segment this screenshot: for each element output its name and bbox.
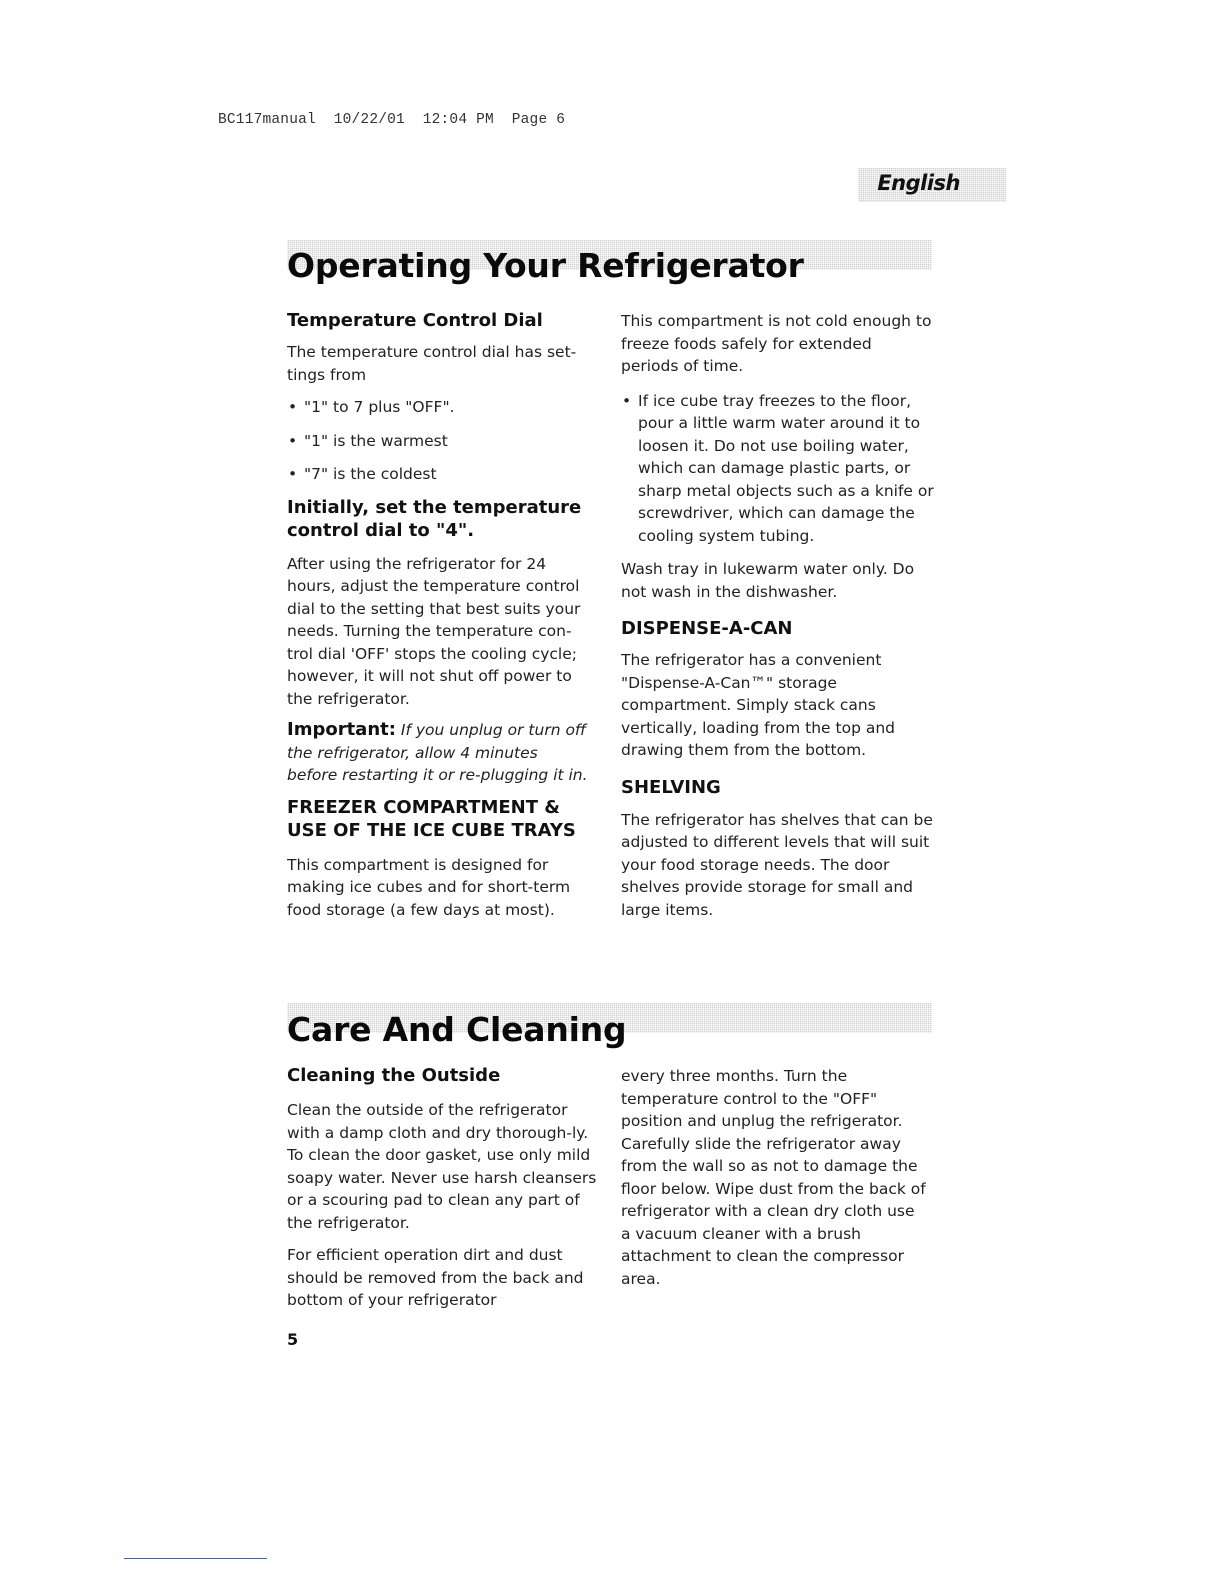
list-item: • "1" is the warmest bbox=[287, 430, 602, 453]
section-title-operating: Operating Your Refrigerator bbox=[287, 246, 804, 285]
care-right-column bbox=[621, 1065, 936, 1290]
heading-cleaning-outside: Cleaning the Outside bbox=[287, 1065, 501, 1086]
paragraph-cleaning-outside: Clean the outside of the refrigerator with a damp cloth and dry thorough-ly. To clean the door gasket, use only mild soapy water. Never use harsh cleansers or a scouring pad to clean any part of the refrigerator. bbox=[287, 1101, 597, 1232]
important-note bbox=[287, 719, 592, 787]
section-title-care: Care And Cleaning bbox=[287, 1010, 627, 1049]
paragraph-dial-settings: The temperature control dial has set-tings from bbox=[287, 343, 577, 384]
paragraph-shelving: The refrigerator has shelves that can be adjusted to different levels that will suit your food storage needs. The door shelves provide storage for small and large items. bbox=[621, 810, 933, 919]
language-label: English bbox=[877, 171, 960, 195]
important-label: Important: bbox=[287, 719, 396, 740]
paragraph-efficient-operation: For efficient operation dirt and dust should be removed from the back and bottom of your refrigerator bbox=[287, 1246, 584, 1309]
list-item: • "1" to 7 plus "OFF". bbox=[287, 396, 602, 419]
page-number: 5 bbox=[287, 1330, 299, 1349]
heading-shelving: SHELVING bbox=[621, 776, 721, 798]
heading-freezer-compartment: FREEZER COMPARTMENT & USE OF THE ICE CUBE TRAYS bbox=[287, 796, 576, 841]
language-tab bbox=[858, 168, 1006, 202]
paragraph-dispense-a-can: The refrigerator has a convenient "Dispense-A-Can™" storage compartment. Simply stack cans vertically, loading from the top and drawing them from the bottom. bbox=[621, 651, 895, 759]
heading-temperature-control-dial: Temperature Control Dial bbox=[287, 310, 543, 331]
paragraph-cleaning-continued: every three months. Turn the temperature control to the "OFF" position and unplug the refrigerator. Carefully slide the refrigerator away from the wall so as not to damage the floor below. Wipe dust from the back of refrigerator with a clean dry cloth use a vacuum cleaner with a brush attachment to clean the compressor area. bbox=[621, 1067, 926, 1288]
paragraph-freezer-compartment: This compartment is designed for making ice cubes and for short-term food storage (a few days at most). bbox=[287, 855, 571, 919]
heading-dispense-a-can: DISPENSE-A-CAN bbox=[621, 618, 793, 639]
operating-right-column bbox=[621, 310, 936, 921]
list-item: • If ice cube tray freezes to the floor, pour a little warm water around it to loosen it. Do not use boiling water, which can damage plastic parts, or sharp metal objects such as a knife or screwdriver, which can damage the cooling system tubing. bbox=[621, 390, 934, 548]
heading-initial-setting: Initially, set the temperature control dial to "4". bbox=[287, 496, 582, 541]
print-header: BC117manual 10/22/01 12:04 PM Page 6 bbox=[218, 112, 566, 128]
paragraph-wash-tray: Wash tray in lukewarm water only. Do not wash in the dishwasher. bbox=[621, 560, 915, 601]
important-text: If you unplug or turn off the refrigerator, allow 4 minutes before restarting it or re-plugging it in. bbox=[287, 721, 588, 784]
operating-left-column bbox=[287, 309, 602, 921]
footer-rule bbox=[124, 1558, 267, 1559]
care-left-column bbox=[287, 1064, 602, 1312]
paragraph-compartment-continued: This compartment is not cold enough to freeze foods safely for extended periods of time. bbox=[621, 312, 932, 375]
paragraph-after-using: After using the refrigerator for 24 hours, adjust the temperature control dial to the setting that best suits your needs. Turning the temperature con-trol dial 'OFF' stops the cooling cycle; however, it will not shut off power to the refrigerator. bbox=[287, 554, 581, 708]
list-item: • "7" is the coldest bbox=[287, 463, 602, 486]
